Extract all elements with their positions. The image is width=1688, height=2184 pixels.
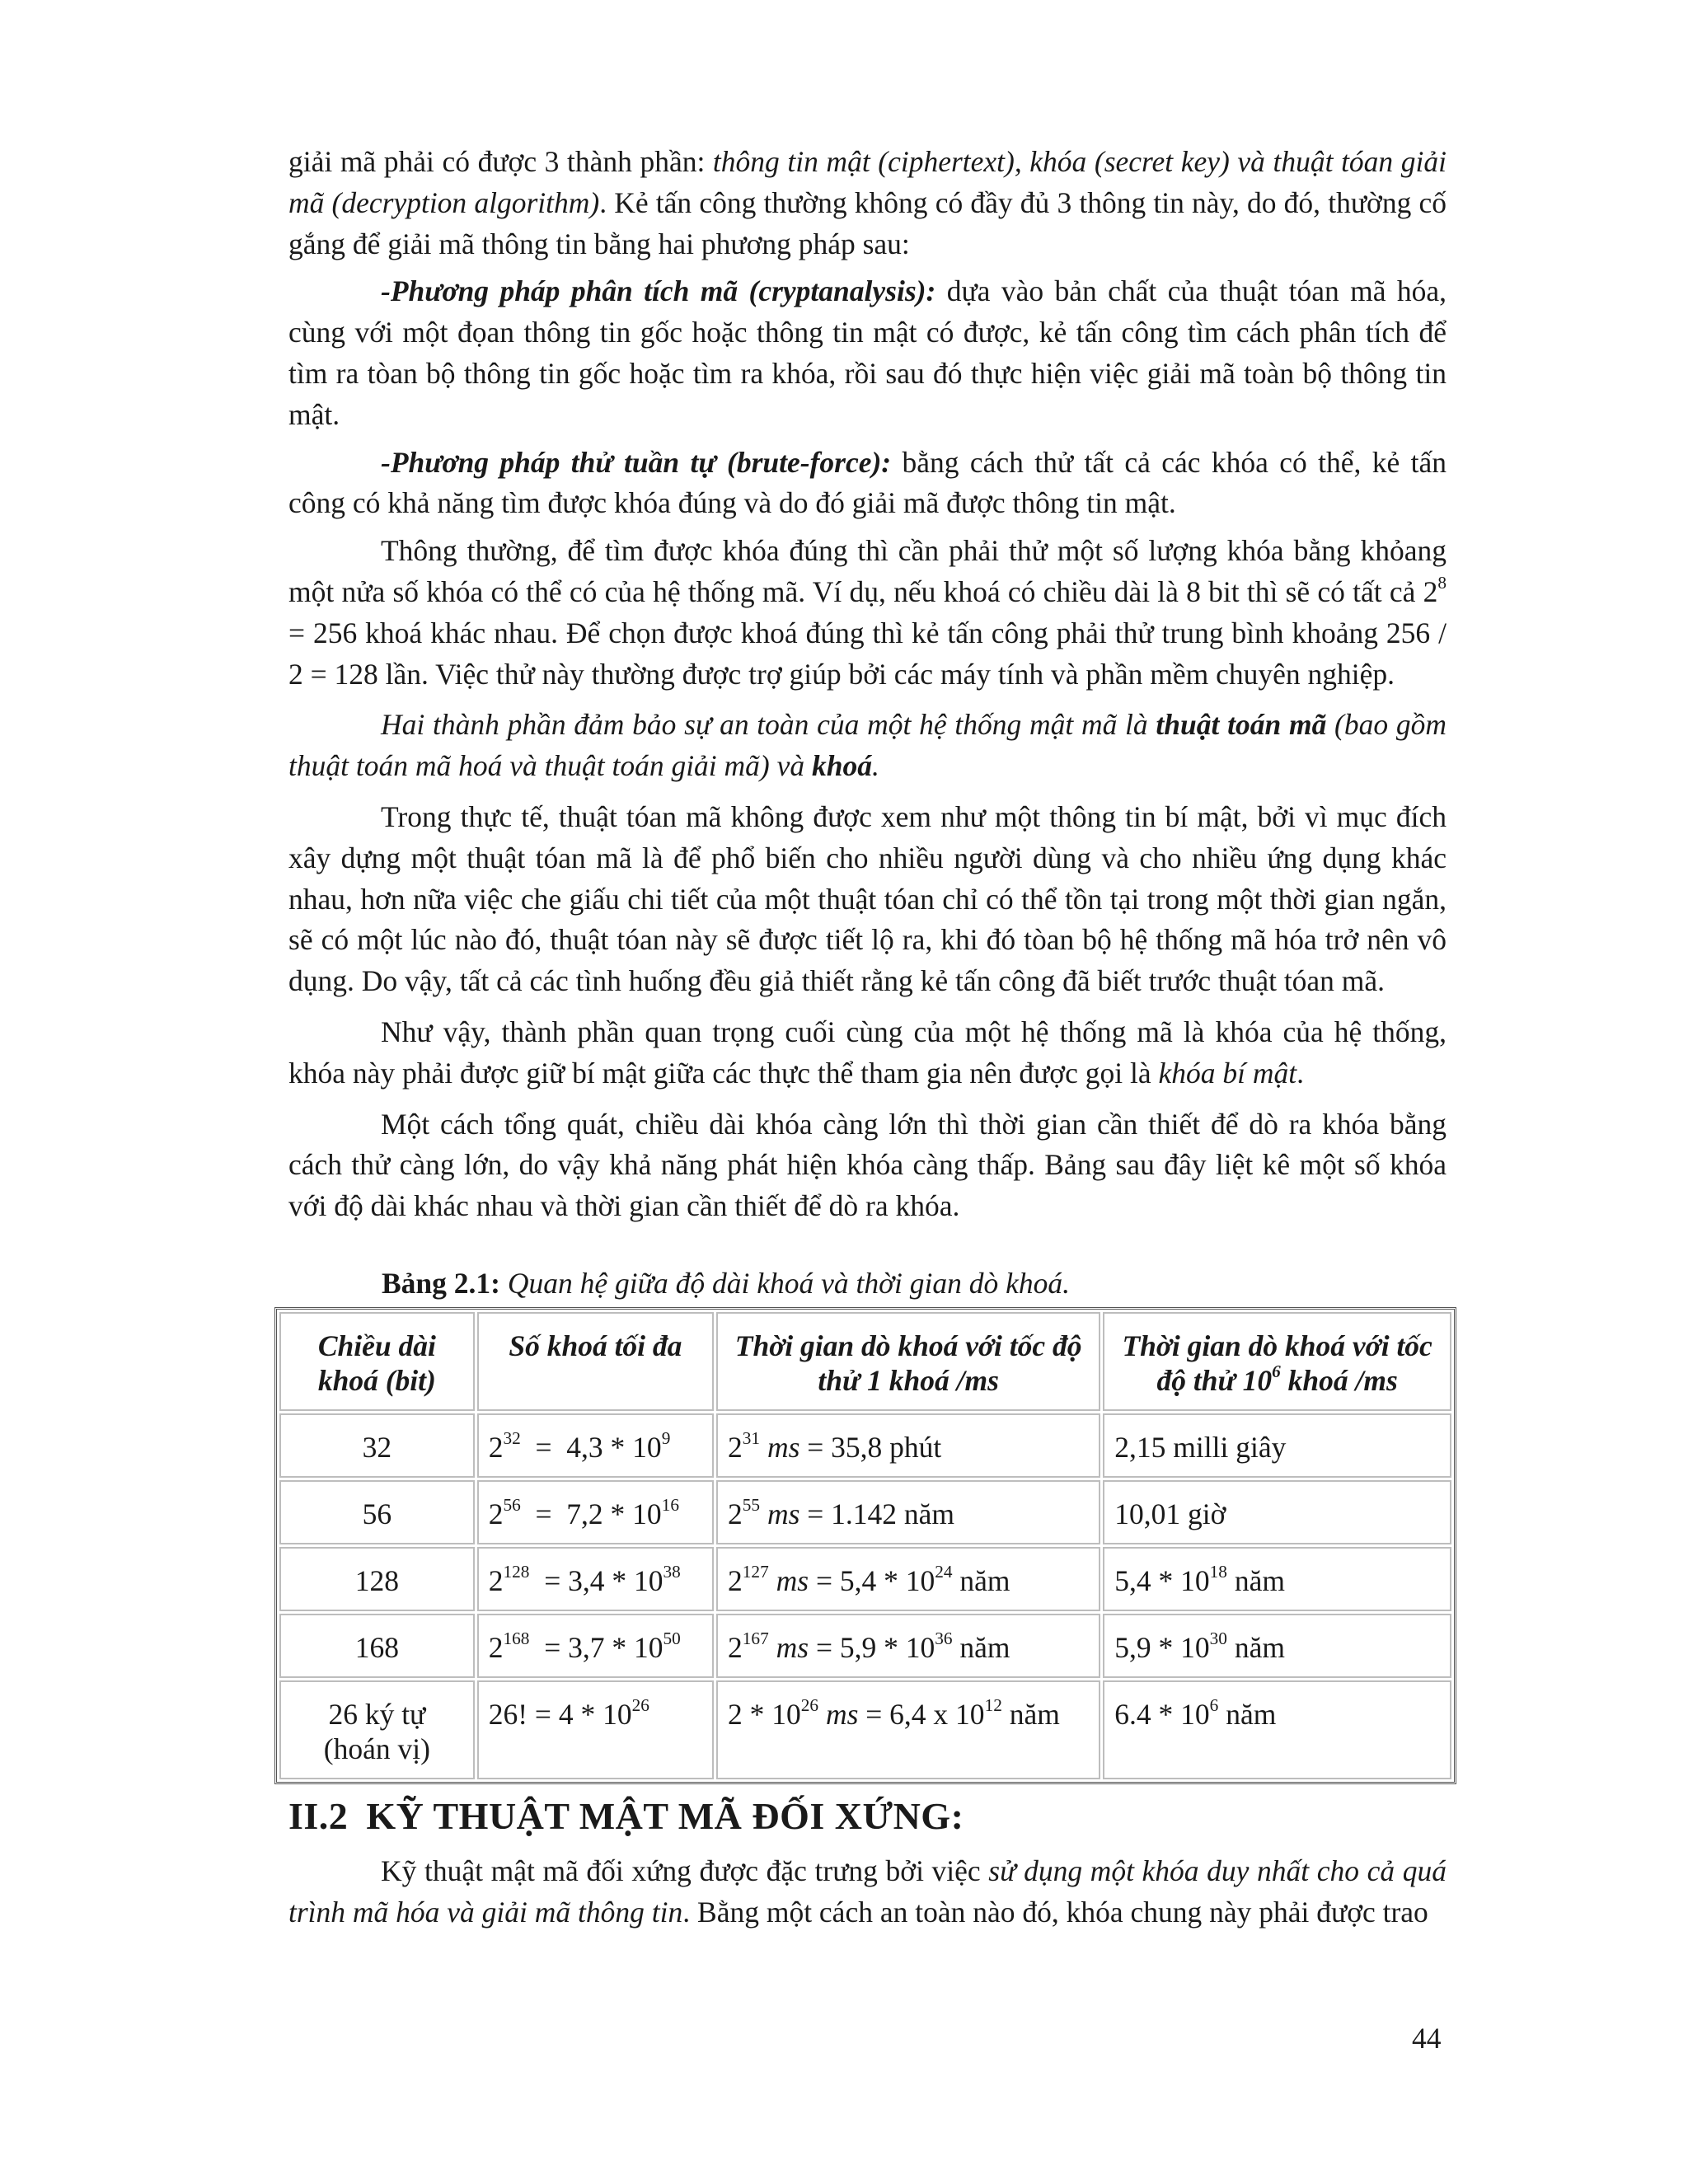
body-text-bottom: [288, 1851, 1447, 1933]
table-row: [279, 1480, 1451, 1544]
header-text: Số khoá tối đa: [509, 1329, 682, 1362]
superscript: 6: [1272, 1361, 1281, 1382]
bold-italic-run: thuật toán mã: [1156, 708, 1327, 742]
text-run: . Bằng một cách an toàn nào đó, khóa chung này phải được trao: [682, 1895, 1428, 1929]
text-run: giải mã phải có được 3 thành phần:: [288, 145, 713, 178]
italic-run: Hai thành phần đảm bảo sự an toàn của một hệ thống mật mã là: [381, 708, 1156, 742]
table-header-row: [279, 1312, 1451, 1411]
cell-time-1e6: 10,01 giờ: [1103, 1480, 1451, 1544]
cell-text: 56: [362, 1497, 392, 1530]
table-row: [279, 1680, 1451, 1779]
superscript: 8: [1437, 573, 1447, 593]
cell-max-keys: $2^{128} = 3,4 * 10^{38}$: [477, 1547, 714, 1611]
cell-time-1: $2^{167}$ ms = $5,9 * 10^{36}$ năm: [716, 1614, 1100, 1678]
method-title-brute-force: -Phương pháp thử tuần tự (brute-force):: [381, 445, 892, 479]
cell-max-keys: $2^{168} = 3,7 * 10^{50}$: [477, 1614, 714, 1678]
page-number: 44: [1412, 2022, 1442, 2055]
paragraph-cryptanalysis: [288, 271, 1447, 435]
text-run: dựa vào bản chất của thuật tóan mã hóa, cùng với một đọan thông tin gốc hoặc thông tin mật có được, kẻ tấn công tìm cách phân tích để tìm ra tòan bộ thông tin gốc hoặc tìm ra khóa, rồi sau đó thực hiện việc giải mã toàn bộ thông tin mật.: [288, 274, 1447, 431]
header-time-1e6: [1103, 1312, 1451, 1411]
cell-time-1: $2 * 10^{26}$ ms = 6,4 x $10^{12}$ năm: [716, 1680, 1100, 1779]
italic-run: .: [872, 749, 879, 783]
cell-max-keys: $2^{32} = 4,3 * 10^9$: [477, 1413, 714, 1478]
cell-time-1e6: 2,15 milli giây: [1103, 1413, 1451, 1478]
paragraph-symmetric: [288, 1851, 1447, 1933]
cell-key-length: [279, 1680, 475, 1779]
text-run: . Kẻ tấn công thường không có đầy đủ 3 thông tin này, do đó, thường cố gắng để giải mã thông tin bằng hai phương pháp sau:: [288, 185, 1447, 260]
header-max-keys: [477, 1312, 714, 1411]
cell-time-1: $2^{31}$ ms = 35,8 phút: [716, 1413, 1100, 1478]
table-row: [279, 1413, 1451, 1478]
text-run: Trong thực tế, thuật tóan mã không được xem như một thông tin bí mật, bởi vì mục đích xây dựng một thuật tóan mã là để phổ biến cho nhiều người dùng và cho nhiều ứng dụng khác nhau, hơn nữa việc che giấu chi tiết của một thuật tóan chỉ có thể tồn tại trong một thời gian ngắn, sẽ có một lúc nào đó, thuật tóan này sẽ được tiết lộ ra, khi đó tòan bộ hệ thống mã hóa trở nên vô dụng. Do vậy, tất cả các tình huống đều giả thiết rằng kẻ tấn công đã biết trước thuật tóan mã.: [288, 799, 1447, 998]
header-text: Thời gian dò khoá với tốc độ thử 10: [1122, 1329, 1432, 1397]
header-key-length: [279, 1312, 475, 1411]
italic-run: (bao gồm thuật toán mã hoá và thuật toán giải mã) và: [288, 708, 1447, 783]
cell-text: 168: [354, 1631, 399, 1664]
cell-max-keys: $2^{56} = 7,2 * 10^{16}$: [477, 1480, 714, 1544]
cell-key-length: [279, 1547, 475, 1611]
paragraph-key-count: [288, 531, 1447, 695]
text-run: Một cách tổng quát, chiều dài khóa càng lớn thì thời gian cần thiết để dò ra khóa bằng cách thử càng lớn, do vậy khả năng phát hiện khóa càng thấp. Bảng sau đây liệt kê một số khóa với độ dài khác nhau và thời gian cần thiết để dò ra khóa.: [288, 1107, 1447, 1223]
cell-key-length: [279, 1614, 475, 1678]
bold-italic-run: khoá: [812, 749, 873, 783]
header-text: Chiều dài khoá (bit): [317, 1329, 436, 1397]
text-run: = 256 khoá khác nhau. Để chọn được khoá đúng thì kẻ tấn công phải thử trung bình khoảng 256 / 2 = 128 lần. Việc thử này thường được trợ giúp bởi các máy tính và phần mềm chuyên nghiệp.: [288, 616, 1447, 691]
header-text: khoá /ms: [1280, 1364, 1398, 1397]
paragraph-brute-force: [288, 443, 1447, 525]
paragraph-intro: [288, 142, 1447, 265]
text-run: bằng cách thử tất cả các khóa có thể, kẻ tấn công có khả năng tìm được khóa đúng và do đó giải mã được thông tin mật.: [288, 445, 1447, 520]
cell-time-1: $2^{55}$ ms = 1.142 năm: [716, 1480, 1100, 1544]
cell-key-length: [279, 1413, 475, 1478]
body-text-top: [288, 142, 1447, 1227]
cell-time-1e6: $5,4 * 10^{18}$ năm: [1103, 1547, 1451, 1611]
method-title-cryptanalysis: -Phương pháp phân tích mã (cryptanalysis):: [381, 274, 936, 308]
key-length-table: [274, 1307, 1456, 1784]
text-run: Kỹ thuật mật mã đối xứng được đặc trưng bởi việc: [381, 1854, 989, 1887]
section-title: KỸ THUẬT MẬT MÃ ĐỐI XỨNG:: [366, 1795, 964, 1837]
italic-run: sử dụng một khóa duy nhất cho cả quá trình mã hóa và giải mã thông tin: [288, 1854, 1447, 1929]
caption-text: Quan hệ giữa độ dài khoá và thời gian dò khoá.: [500, 1267, 1071, 1300]
cell-text: 128: [354, 1564, 399, 1597]
paragraph-algorithm-public: [288, 797, 1447, 1002]
cell-time-1e6: $6.4 * 10^6$ năm: [1103, 1680, 1451, 1779]
section-number: II.2: [288, 1795, 349, 1837]
paragraph-security-components: [288, 705, 1447, 787]
cell-time-1e6: $5,9 * 10^{30}$ năm: [1103, 1614, 1451, 1678]
table-caption: [382, 1265, 1070, 1301]
text-run: Thông thường, để tìm được khóa đúng thì cần phải thử một số lượng khóa bằng khỏang một nửa số khóa có thể có của hệ thống mã. Ví dụ, nếu khoá có chiều dài là 8 bit thì sẽ có tất cả 2: [288, 534, 1447, 608]
cell-key-length: [279, 1480, 475, 1544]
section-heading: [288, 1794, 964, 1838]
table-row: [279, 1547, 1451, 1611]
text-run: Như vậy, thành phần quan trọng cuối cùng của một hệ thống mã là khóa của hệ thống, khóa này phải được giữ bí mật giữa các thực thể tham gia nên được gọi là: [288, 1015, 1447, 1090]
header-text: Thời gian dò khoá với tốc độ thử 1 khoá /ms: [734, 1329, 1082, 1397]
cell-time-1: $2^{127}$ ms = $5,4 * 10^{24}$ năm: [716, 1547, 1100, 1611]
cell-text: 32: [362, 1431, 392, 1464]
cell-text: (hoán vị): [323, 1732, 430, 1765]
table-row: [279, 1614, 1451, 1678]
paragraph-key-length: [288, 1104, 1447, 1227]
italic-run: khóa bí mật: [1158, 1056, 1297, 1090]
header-time-1: [716, 1312, 1100, 1411]
caption-label: Bảng 2.1:: [382, 1267, 500, 1300]
paragraph-secret-key: [288, 1012, 1447, 1094]
cell-text: 26 ký tự: [328, 1698, 426, 1731]
text-run: .: [1296, 1056, 1304, 1090]
cell-max-keys: 26! = $4 * 10^{26}$: [477, 1680, 714, 1779]
italic-run: thông tin mật (ciphertext), khóa (secret key) và thuật tóan giải mã (decryption algorithm): [288, 145, 1447, 219]
